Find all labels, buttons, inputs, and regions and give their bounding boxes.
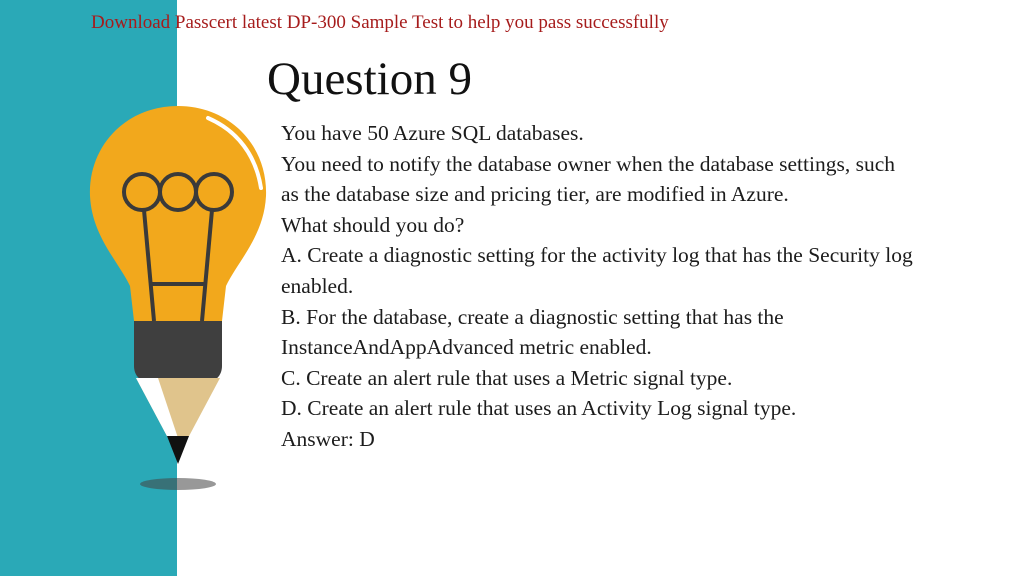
option-b-line: InstanceAndAppAdvanced metric enabled. xyxy=(281,335,652,360)
option-a-line: A. Create a diagnostic setting for the activity log that has the Security log xyxy=(281,243,913,268)
option-c-line: C. Create an alert rule that uses a Metric signal type. xyxy=(281,365,733,390)
question-line: What should you do? xyxy=(281,212,465,237)
option-d-line: D. Create an alert rule that uses an Activity Log signal type. xyxy=(281,396,797,421)
lightbulb-pencil-icon xyxy=(78,96,278,496)
promo-banner: Download Passcert latest DP-300 Sample Test to help you pass successfully xyxy=(91,12,669,33)
question-line: You have 50 Azure SQL databases. xyxy=(281,121,584,145)
question-line: as the database size and pricing tier, are modified in Azure. xyxy=(281,182,789,207)
option-a-line: enabled. xyxy=(281,273,354,298)
question-title: Question 9 xyxy=(267,53,472,105)
option-b-line: B. For the database, create a diagnostic setting that has the xyxy=(281,304,784,329)
answer-line: Answer: D xyxy=(281,426,375,451)
question-body xyxy=(281,118,1011,455)
question-line: You need to notify the database owner when the database settings, such xyxy=(281,151,895,176)
